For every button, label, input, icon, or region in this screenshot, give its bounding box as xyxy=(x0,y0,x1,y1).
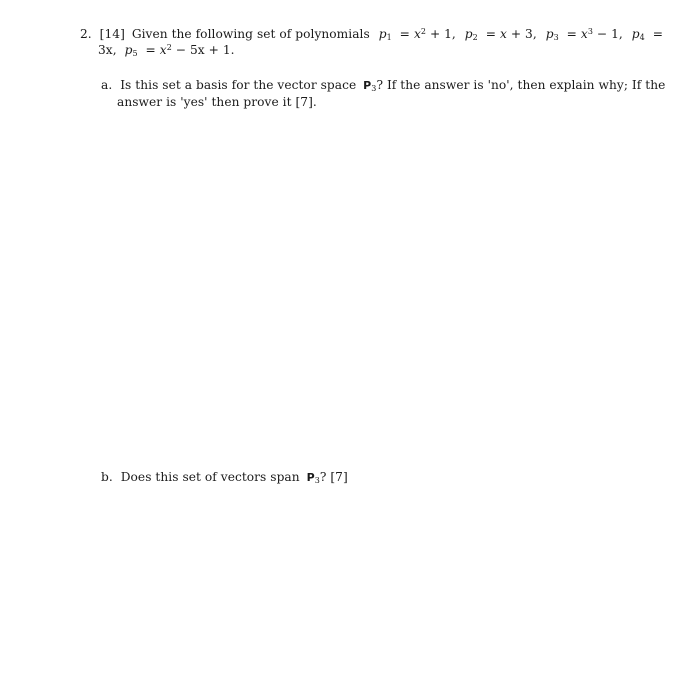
polynomial-p2: $p_2 = x + 3$, xyxy=(464,27,537,43)
polynomial-p4-lhs: $p_4$ = xyxy=(631,27,663,43)
question-number: 2. xyxy=(80,27,92,41)
part-a-text-line2: answer is 'yes' then prove it [7]. xyxy=(117,95,317,109)
question-intro-text: Given the following set of polynomials xyxy=(131,27,370,41)
part-b-line xyxy=(101,469,348,486)
part-a-label: a. xyxy=(101,78,113,92)
part-b-text-pre: Does this set of vectors span xyxy=(120,470,300,484)
polynomial-p5: $p_5 = x^2 - 5x + 1$. xyxy=(124,43,235,59)
part-b-label: b. xyxy=(101,470,113,484)
polynomial-p4-rhs: 3x, xyxy=(98,43,117,57)
polynomial-p1: $p_1 = x^2 + 1$, xyxy=(378,27,456,43)
polynomial-p3: $p_3 = x^3 - 1$, xyxy=(545,27,623,43)
part-a-space: $P_3$ xyxy=(363,79,377,94)
part-a-line-2 xyxy=(117,94,317,110)
part-a-text-post: ? If the answer is 'no', then explain why; If the xyxy=(376,78,666,92)
part-b-text-post: ? [7] xyxy=(319,470,348,484)
question-intro-line-2 xyxy=(98,42,235,58)
part-b-space: $P_3$ xyxy=(306,471,320,486)
question-intro-line-1 xyxy=(80,26,663,42)
part-a-text-pre: Is this set a basis for the vector space xyxy=(120,78,357,92)
question-marks: [14] xyxy=(99,27,125,41)
part-a-line-1 xyxy=(101,77,665,94)
